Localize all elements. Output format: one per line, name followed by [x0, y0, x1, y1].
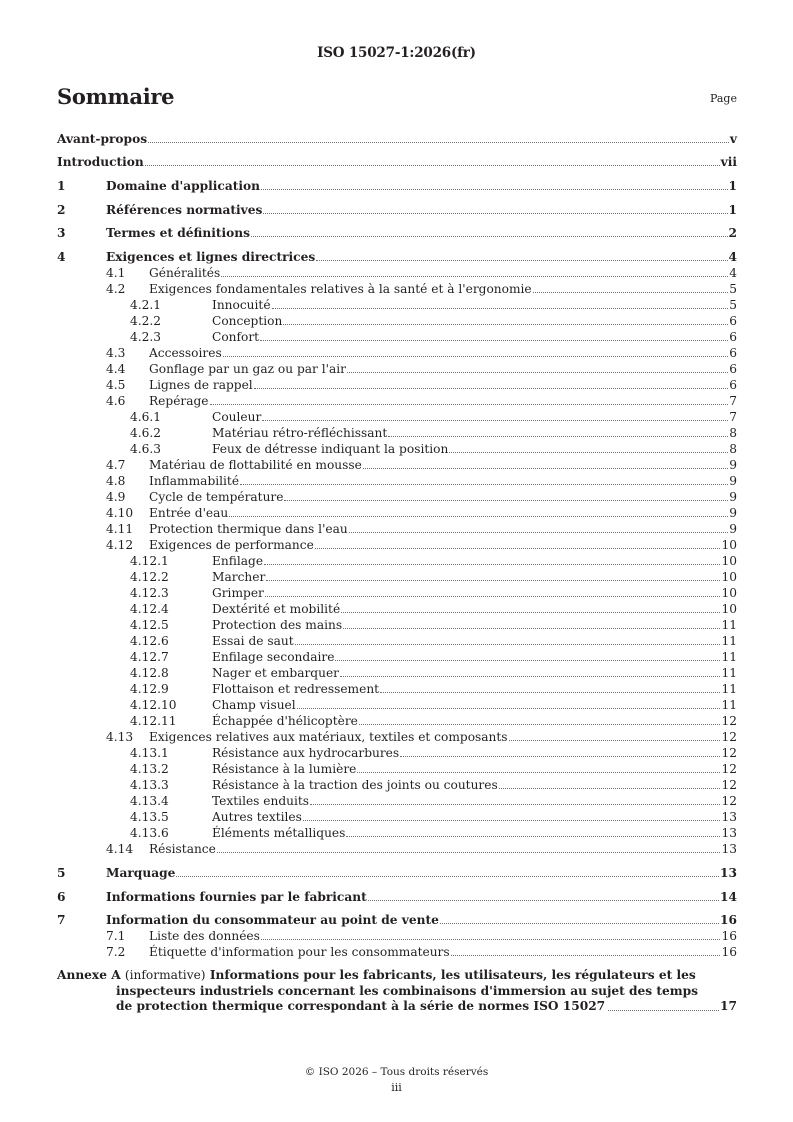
toc-entry-number: 4.12.11 — [130, 714, 177, 728]
toc-entry-annex-a[interactable] — [57, 968, 737, 1015]
toc-entry-page-number: 1 — [728, 179, 737, 193]
document-id: ISO 15027-1:2026(fr) — [317, 45, 476, 61]
toc-entry-number: 4.13.3 — [130, 778, 169, 792]
page-number: iii — [391, 1081, 402, 1094]
toc-entry[interactable] — [57, 130, 737, 146]
toc-entry-page-number: 11 — [721, 666, 737, 680]
annex-page-number: 17 — [720, 999, 737, 1013]
toc-entry-number: 4.12.8 — [130, 666, 169, 680]
toc-entry[interactable] — [57, 376, 737, 392]
toc-title-row — [57, 84, 737, 114]
toc-entry[interactable] — [57, 864, 737, 880]
toc-entry-title: Feux de détresse indiquant la position — [212, 442, 449, 456]
toc-entry-page-number: 11 — [721, 698, 737, 712]
toc-entry[interactable] — [57, 536, 737, 552]
toc-entry[interactable] — [57, 728, 737, 744]
toc-entry[interactable] — [57, 520, 737, 536]
toc-entry-page-number: 9 — [729, 458, 737, 472]
toc-entry[interactable] — [57, 888, 737, 904]
toc-entry-number: 4.2.2 — [130, 314, 162, 328]
toc-entry-number: 4.2 — [106, 282, 126, 296]
toc-entry-number: 4.2.1 — [130, 298, 162, 312]
dot-leader — [363, 467, 728, 469]
toc-entry-title: Étiquette d'information pour les consommateurs — [149, 945, 450, 959]
annex-title-line-1: Informations pour les fabricants, les utilisateurs, les régulateurs et les — [209, 968, 696, 982]
toc-entry-title: Informations fournies par le fabricant — [106, 890, 367, 904]
toc-entry-title: Références normatives — [106, 203, 263, 217]
toc-entry-page-number: 11 — [721, 682, 737, 696]
toc-entry-number: 4.7 — [106, 458, 126, 472]
toc-entry-page-number: 5 — [729, 298, 737, 312]
toc-entry-title: Lignes de rappel — [149, 378, 253, 392]
toc-entry-number: 4.12.4 — [130, 602, 169, 616]
toc-entry[interactable] — [57, 552, 737, 568]
toc-entry[interactable] — [57, 927, 737, 943]
toc-entry[interactable] — [57, 664, 737, 680]
dot-leader — [266, 579, 720, 581]
annex-qualifier: (informative) — [124, 968, 206, 982]
toc-entry-number: 4.6.2 — [130, 426, 162, 440]
toc-entry-page-number: 13 — [721, 810, 737, 824]
toc-entry-title: Matériau rétro-réfléchissant — [212, 426, 388, 440]
copyright-notice: © ISO 2026 – Tous droits réservés — [304, 1066, 489, 1078]
dot-leader — [310, 803, 720, 805]
toc-entry-page-number: 9 — [729, 490, 737, 504]
toc-entry-page-number: 6 — [729, 346, 737, 360]
toc-entry-title: Grimper — [212, 586, 264, 600]
dot-leader — [509, 739, 721, 741]
toc-entry-number: 4.12.6 — [130, 634, 169, 648]
toc-entry-title: Liste des données — [149, 929, 260, 943]
toc-entry-page-number: 12 — [721, 794, 737, 808]
dot-leader — [315, 547, 721, 549]
toc-entry-page-number: 16 — [721, 929, 737, 943]
toc-entry-title: Champ visuel — [212, 698, 296, 712]
toc-entry-page-number: 8 — [729, 442, 737, 456]
toc-entry-page-number: 9 — [729, 474, 737, 488]
dot-leader — [449, 451, 728, 453]
toc-entry-title: Enfilage secondaire — [212, 650, 335, 664]
toc-entry[interactable] — [57, 824, 737, 840]
dot-leader — [217, 851, 721, 853]
toc-entry[interactable] — [57, 440, 737, 456]
dot-leader — [357, 771, 720, 773]
toc-entry-page-number: 5 — [729, 282, 737, 296]
toc-entry-page-number: 14 — [720, 890, 737, 904]
toc-entry-number: 4.12.1 — [130, 554, 169, 568]
toc-entry-title: Innocuité — [212, 298, 271, 312]
toc-entry[interactable] — [57, 360, 737, 376]
toc-entry-title: Textiles enduits — [212, 794, 310, 808]
toc-entry-number: 7 — [57, 913, 66, 927]
toc-entry[interactable] — [57, 584, 737, 600]
toc-entry-page-number: 9 — [729, 522, 737, 536]
toc-entry-number: 4.6.1 — [130, 410, 162, 424]
toc-entry-title: Marquage — [106, 866, 176, 880]
toc-entry-title: Repérage — [149, 394, 209, 408]
dot-leader — [346, 835, 720, 837]
dot-leader — [295, 643, 721, 645]
toc-entry-page-number: 11 — [721, 618, 737, 632]
toc-entry-page-number: 12 — [721, 778, 737, 792]
toc-entry[interactable] — [57, 808, 737, 824]
toc-entry-page-number: 12 — [721, 714, 737, 728]
dot-leader — [349, 531, 728, 533]
toc-entry-title: Confort — [212, 330, 260, 344]
dot-leader — [347, 371, 728, 373]
toc-entry-title: Conception — [212, 314, 283, 328]
toc-entry[interactable] — [57, 312, 737, 328]
dot-leader — [251, 235, 728, 237]
toc-entry-number: 4.10 — [106, 506, 134, 520]
dot-leader — [263, 212, 727, 214]
toc-entry-number: 4 — [57, 250, 66, 264]
toc-entry-page-number: 6 — [729, 314, 737, 328]
annex-label: Annexe A — [57, 968, 121, 982]
toc-entry[interactable] — [57, 840, 737, 856]
toc-entry-title: Marcher — [212, 570, 266, 584]
toc-entry-page-number: 7 — [729, 394, 737, 408]
page-column-label: Page — [709, 92, 737, 105]
dot-leader — [343, 627, 720, 629]
toc-entry[interactable] — [57, 680, 737, 696]
toc-entry-page-number: 4 — [728, 250, 737, 264]
toc-entry-number: 4.9 — [106, 490, 126, 504]
toc-entry-page-number: 12 — [721, 730, 737, 744]
toc-entry-page-number: 13 — [721, 842, 737, 856]
dot-leader — [283, 323, 728, 325]
dot-leader — [316, 259, 727, 261]
toc-entry[interactable] — [57, 504, 737, 520]
toc-entry-number: 4.6 — [106, 394, 126, 408]
toc-entry-page-number: 13 — [721, 826, 737, 840]
dot-leader — [145, 164, 720, 166]
dot-leader — [265, 595, 721, 597]
dot-leader — [380, 691, 720, 693]
toc-entry-page-number: 6 — [729, 378, 737, 392]
toc-entry-number: 3 — [57, 226, 66, 240]
toc-entry[interactable] — [57, 296, 737, 312]
toc-entry-page-number: 6 — [729, 330, 737, 344]
dot-leader — [400, 755, 720, 757]
dot-leader — [368, 899, 719, 901]
toc-entry-page-number: vii — [720, 155, 737, 169]
toc-entry-number: 4.12.5 — [130, 618, 169, 632]
toc-entry-number: 4.12.9 — [130, 682, 169, 696]
dot-leader — [284, 499, 728, 501]
toc-entry[interactable] — [57, 744, 737, 760]
toc-entry-number: 4.5 — [106, 378, 126, 392]
toc-entry-title: Exigences fondamentales relatives à la santé et à l'ergonomie — [149, 282, 532, 296]
toc-entry[interactable] — [57, 600, 737, 616]
toc-entry-title: Autres textiles — [212, 810, 302, 824]
toc-entry[interactable] — [57, 472, 737, 488]
toc-entry-number: 4.14 — [106, 842, 134, 856]
toc-entry-page-number: 4 — [729, 266, 737, 280]
toc-entry[interactable] — [57, 344, 737, 360]
dot-leader — [608, 1009, 719, 1011]
toc-entry-number: 1 — [57, 179, 66, 193]
toc-entry-number: 4.11 — [106, 522, 134, 536]
dot-leader — [254, 387, 729, 389]
toc-entry-number: 4.12.2 — [130, 570, 169, 584]
dot-leader — [261, 188, 728, 190]
toc-entry[interactable] — [57, 568, 737, 584]
dot-leader — [176, 875, 719, 877]
toc-entry-number: 4.4 — [106, 362, 126, 376]
toc-entry[interactable] — [57, 911, 737, 927]
toc-entry-number: 7.2 — [106, 945, 126, 959]
annex-title-line-2: inspecteurs industriels concernant les combinaisons d'immersion au sujet des temps — [116, 983, 699, 998]
dot-leader — [262, 419, 728, 421]
toc-entry-number: 4.13.5 — [130, 810, 169, 824]
toc-entry-number: 7.1 — [106, 929, 126, 943]
toc-entry-title: Cycle de température — [149, 490, 284, 504]
toc-entry-title: Matériau de flottabilité en mousse — [149, 458, 362, 472]
toc-entry-title: Entrée d'eau — [149, 506, 229, 520]
toc-entry[interactable] — [57, 456, 737, 472]
page-footer — [0, 1066, 793, 1094]
toc-entry-page-number: 13 — [720, 866, 737, 880]
dot-leader — [499, 787, 721, 789]
toc-entry-page-number: 10 — [721, 602, 737, 616]
dot-leader — [451, 954, 721, 956]
dot-leader — [440, 922, 719, 924]
toc-entry-number: 5 — [57, 866, 66, 880]
toc-entry[interactable] — [57, 760, 737, 776]
toc-entry-number: 6 — [57, 890, 66, 904]
dot-leader — [223, 355, 729, 357]
dot-leader — [210, 403, 729, 405]
dot-leader — [297, 707, 721, 709]
toc-entry-title: Introduction — [57, 155, 144, 169]
toc-entry[interactable] — [57, 408, 737, 424]
toc-entry-number: 4.2.3 — [130, 330, 162, 344]
toc-entry-title: Résistance à la lumière — [212, 762, 357, 776]
dot-leader — [359, 723, 721, 725]
toc-entry[interactable] — [57, 424, 737, 440]
toc-entry-number: 2 — [57, 203, 66, 217]
toc-entry-title: Échappée d'hélicoptère — [212, 714, 358, 728]
toc-entry[interactable] — [57, 943, 737, 959]
toc-entry-page-number: 16 — [721, 945, 737, 959]
toc-entry-page-number: 11 — [721, 634, 737, 648]
toc-entry[interactable] — [57, 632, 737, 648]
toc-entry-page-number: 1 — [728, 203, 737, 217]
toc-entry[interactable] — [57, 224, 737, 240]
toc-entry-number: 4.13.1 — [130, 746, 169, 760]
dot-leader — [303, 819, 721, 821]
toc-entry[interactable] — [57, 776, 737, 792]
toc-entry[interactable] — [57, 792, 737, 808]
toc-entry-number: 4.12 — [106, 538, 134, 552]
toc-entry[interactable] — [57, 616, 737, 632]
toc-entry-number: 4.13 — [106, 730, 134, 744]
document-header — [0, 45, 793, 61]
toc-entry-number: 4.6.3 — [130, 442, 162, 456]
dot-leader — [340, 675, 721, 677]
toc-entry-number: 4.13.4 — [130, 794, 169, 808]
toc-entry-number: 4.8 — [106, 474, 126, 488]
dot-leader — [264, 563, 720, 565]
toc-entry-title: Exigences et lignes directrices — [106, 250, 316, 264]
toc-entry-title: Résistance à la traction des joints ou coutures — [212, 778, 498, 792]
toc-entry-title: Généralités — [149, 266, 221, 280]
toc-entry-page-number: 10 — [721, 570, 737, 584]
toc-entry[interactable] — [57, 153, 737, 169]
toc-entry-title: Inflammabilité — [149, 474, 240, 488]
dot-leader — [261, 938, 721, 940]
dot-leader — [229, 515, 728, 517]
toc-entry-page-number: 12 — [721, 762, 737, 776]
dot-leader — [260, 339, 728, 341]
toc-entry[interactable] — [57, 488, 737, 504]
toc-entry-title: Protection thermique dans l'eau — [149, 522, 348, 536]
toc-entry-title: Information du consommateur au point de vente — [106, 913, 439, 927]
dot-leader — [221, 275, 728, 277]
dot-leader — [341, 611, 720, 613]
toc-entry[interactable] — [57, 264, 737, 280]
toc-entry-number: 4.13.6 — [130, 826, 169, 840]
toc-entry-title: Domaine d'application — [106, 179, 260, 193]
toc-entry-title: Exigences relatives aux matériaux, textiles et composants — [149, 730, 508, 744]
toc-entry-number: 4.3 — [106, 346, 126, 360]
toc-entry[interactable] — [57, 280, 737, 296]
toc-entry-title: Dextérité et mobilité — [212, 602, 341, 616]
toc-entry-page-number: 11 — [721, 650, 737, 664]
toc-entry-page-number: v — [729, 132, 737, 146]
toc-entry-page-number: 12 — [721, 746, 737, 760]
toc-entry[interactable] — [57, 712, 737, 728]
toc-entry[interactable] — [57, 696, 737, 712]
toc-entry-title: Nager et embarquer — [212, 666, 339, 680]
toc-entry-title: Protection des mains — [212, 618, 343, 632]
dot-leader — [533, 291, 729, 293]
toc-entry-page-number: 10 — [721, 586, 737, 600]
annex-title-line-3: de protection thermique correspondant à la série de normes ISO 15027 — [116, 999, 606, 1013]
toc-entry[interactable] — [57, 248, 737, 264]
toc-entry-title: Accessoires — [149, 346, 222, 360]
toc-entry-number: 4.1 — [106, 266, 126, 280]
dot-leader — [148, 141, 729, 143]
toc-entry[interactable] — [57, 648, 737, 664]
page-title: Sommaire — [57, 84, 175, 109]
toc-entry[interactable] — [57, 392, 737, 408]
toc-entry-page-number: 8 — [729, 426, 737, 440]
toc-entry-title: Éléments métalliques — [212, 826, 346, 840]
toc-entry-title: Termes et définitions — [106, 226, 250, 240]
toc-entry[interactable] — [57, 328, 737, 344]
toc-entry-page-number: 10 — [721, 554, 737, 568]
toc-entry-number: 4.13.2 — [130, 762, 169, 776]
toc-entry-page-number: 2 — [728, 226, 737, 240]
toc-entry-title: Gonflage par un gaz ou par l'air — [149, 362, 346, 376]
toc-entry-page-number: 9 — [729, 506, 737, 520]
toc-entry-title: Résistance aux hydrocarbures — [212, 746, 400, 760]
toc-entry-page-number: 6 — [729, 362, 737, 376]
toc-entry-title: Essai de saut — [212, 634, 294, 648]
toc-entry[interactable] — [57, 201, 737, 217]
toc-entry-page-number: 16 — [720, 913, 737, 927]
dot-leader — [240, 483, 728, 485]
toc-entry-title: Flottaison et redressement — [212, 682, 380, 696]
dot-leader — [388, 435, 728, 437]
toc-entry-page-number: 7 — [729, 410, 737, 424]
toc-entry-page-number: 10 — [721, 538, 737, 552]
toc-entry-number: 4.12.10 — [130, 698, 177, 712]
dot-leader — [335, 659, 720, 661]
toc-entry-number: 4.12.3 — [130, 586, 169, 600]
toc-entry[interactable] — [57, 177, 737, 193]
toc-entry-number: 4.12.7 — [130, 650, 169, 664]
toc-entry-title: Avant-propos — [57, 132, 148, 146]
toc-entry-title: Enfilage — [212, 554, 264, 568]
toc-entry-title: Résistance — [149, 842, 216, 856]
dot-leader — [272, 307, 729, 309]
toc-entry-title: Couleur — [212, 410, 262, 424]
toc-entry-title: Exigences de performance — [149, 538, 314, 552]
